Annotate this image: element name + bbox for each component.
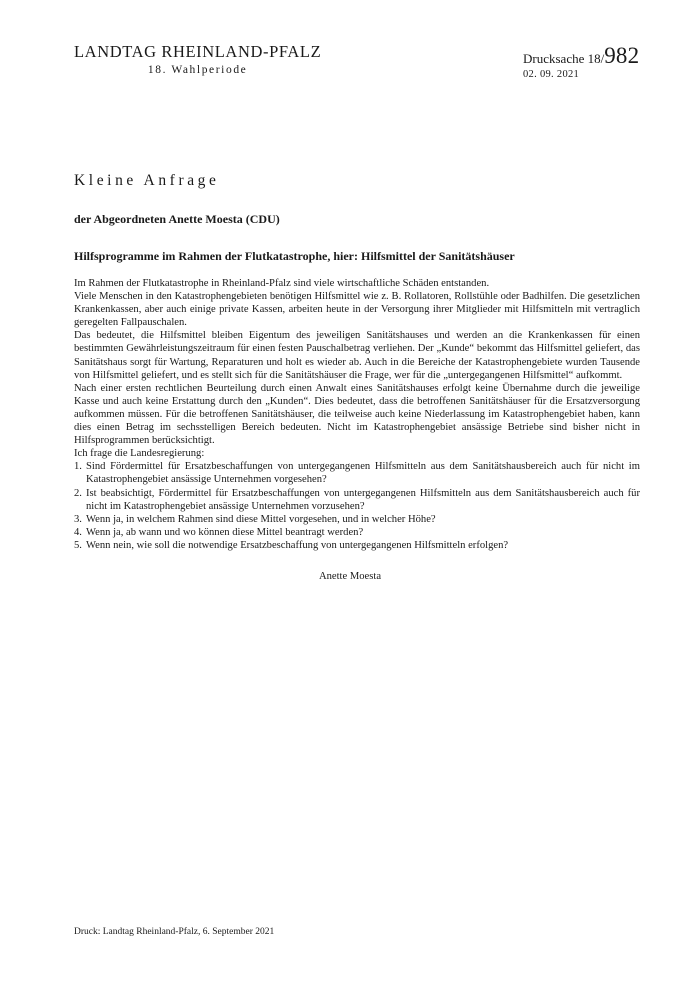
document-number-line (523, 43, 639, 69)
document-number: 982 (604, 43, 640, 68)
paragraph: Nach einer ersten rechtlichen Beurteilung durch einen Anwalt eines Sanitätshauses erfolgt keine Übernahme durch die jeweilige Kasse und auch keine Erstattung durch den „Kunden“. Dies bedeutet, dass die betroffenen Sanitätshäuser für die Ersatzversorgung aufkommen müssen. Für die betroffenen Sanitätshäuser, die teilweise auch keine Niederlassung im Katastrophengebiet haben, kann dies einen Betrag im sechsstelligen Bereich bedeuten. Nicht im Katastrophengebiet ansässige Betriebe sind bisher nicht in Hilfsprogrammen berücksichtigt. (74, 382, 640, 447)
question-text: Ist beabsichtigt, Fördermittel für Ersatzbeschaffungen von untergegangenen Hilfsmitteln aus dem Sanitätshausbereich auch für nicht im Katastrophengebiet ansässige Unternehmen vorzusehen? (86, 487, 640, 512)
question-item (74, 539, 640, 552)
question-number: 5. (74, 539, 82, 551)
header-document-block (523, 43, 639, 80)
question-item (74, 460, 640, 486)
question-text: Wenn nein, wie soll die notwendige Ersatzbeschaffung von untergegangenen Hilfsmitteln erfolgen? (86, 539, 509, 551)
document-type-title: Kleine Anfrage (74, 172, 220, 189)
electoral-period: 18. Wahlperiode (147, 64, 248, 76)
question-intro: Ich frage die Landesregierung: (74, 448, 205, 460)
question-number: 2. (74, 487, 82, 499)
header-parliament-block (74, 42, 321, 78)
subject-title: Hilfsprogramme im Rahmen der Flutkatastrophe, hier: Hilfsmittel der Sanitätshäuser (74, 249, 515, 263)
question-number: 1. (74, 461, 82, 473)
parliament-name: LANDTAG RHEINLAND-PFALZ (74, 42, 322, 61)
document-label: Drucksache 18/ (523, 51, 605, 66)
document-date: 02. 09. 2021 (523, 69, 580, 80)
question-text: Wenn ja, ab wann und wo können diese Mittel beantragt werden? (86, 526, 364, 538)
question-item (74, 487, 640, 513)
print-footer: Druck: Landtag Rheinland-Pfalz, 6. September 2021 (74, 927, 275, 937)
paragraph: Das bedeutet, die Hilfsmittel bleiben Eigentum des jeweiligen Sanitätshauses und werden an die Krankenkassen für einen bestimmten Gewährleistungszeitraum für einen festen Pauschalbetrag verliehen. Der „Kunde“ bekommt das Hilfsmittel geliefert, das Sanitätshaus sorgt für Wartung, Reparaturen und holt es wieder ab. Auch in die Bereiche der Katastrophengebiete wurden Tausende von Hilfsmittel geliefert, und es stellt sich für die Sanitätshäuser die Frage, wer für die „untergegangenen Hilfsmittel“ aufkommt. (74, 330, 640, 381)
author-line: der Abgeordneten Anette Moesta (CDU) (74, 212, 280, 226)
paragraph: Im Rahmen der Flutkatastrophe in Rheinland-Pfalz sind viele wirtschaftliche Schäden entstanden. (74, 278, 490, 289)
question-text: Wenn ja, in welchem Rahmen sind diese Mittel vorgesehen, und in welcher Höhe? (86, 513, 436, 525)
question-list (74, 460, 640, 552)
question-text: Sind Fördermittel für Ersatzbeschaffungen von untergegangenen Hilfsmitteln aus dem Sanitätshausbereich auch für nicht im Katastrophengebiet ansässige Unternehmen vorgesehen? (86, 461, 640, 486)
paragraph: Viele Menschen in den Katastrophengebieten benötigen Hilfsmittel wie z. B. Rollatoren, Rollstühle oder Badhilfen. Die gesetzlichen Krankenkassen, aber auch einige private Kassen, arbeiten heute in der Versorgung ihrer Mitglieder mit Hilfsmitteln mit vertraglich geregelten Fallpauschalen. (74, 291, 640, 329)
body-text (74, 277, 640, 552)
signature: Anette Moesta (318, 571, 382, 582)
question-number: 3. (74, 513, 82, 525)
question-item (74, 513, 640, 526)
question-item (74, 526, 640, 539)
question-number: 4. (74, 526, 82, 538)
